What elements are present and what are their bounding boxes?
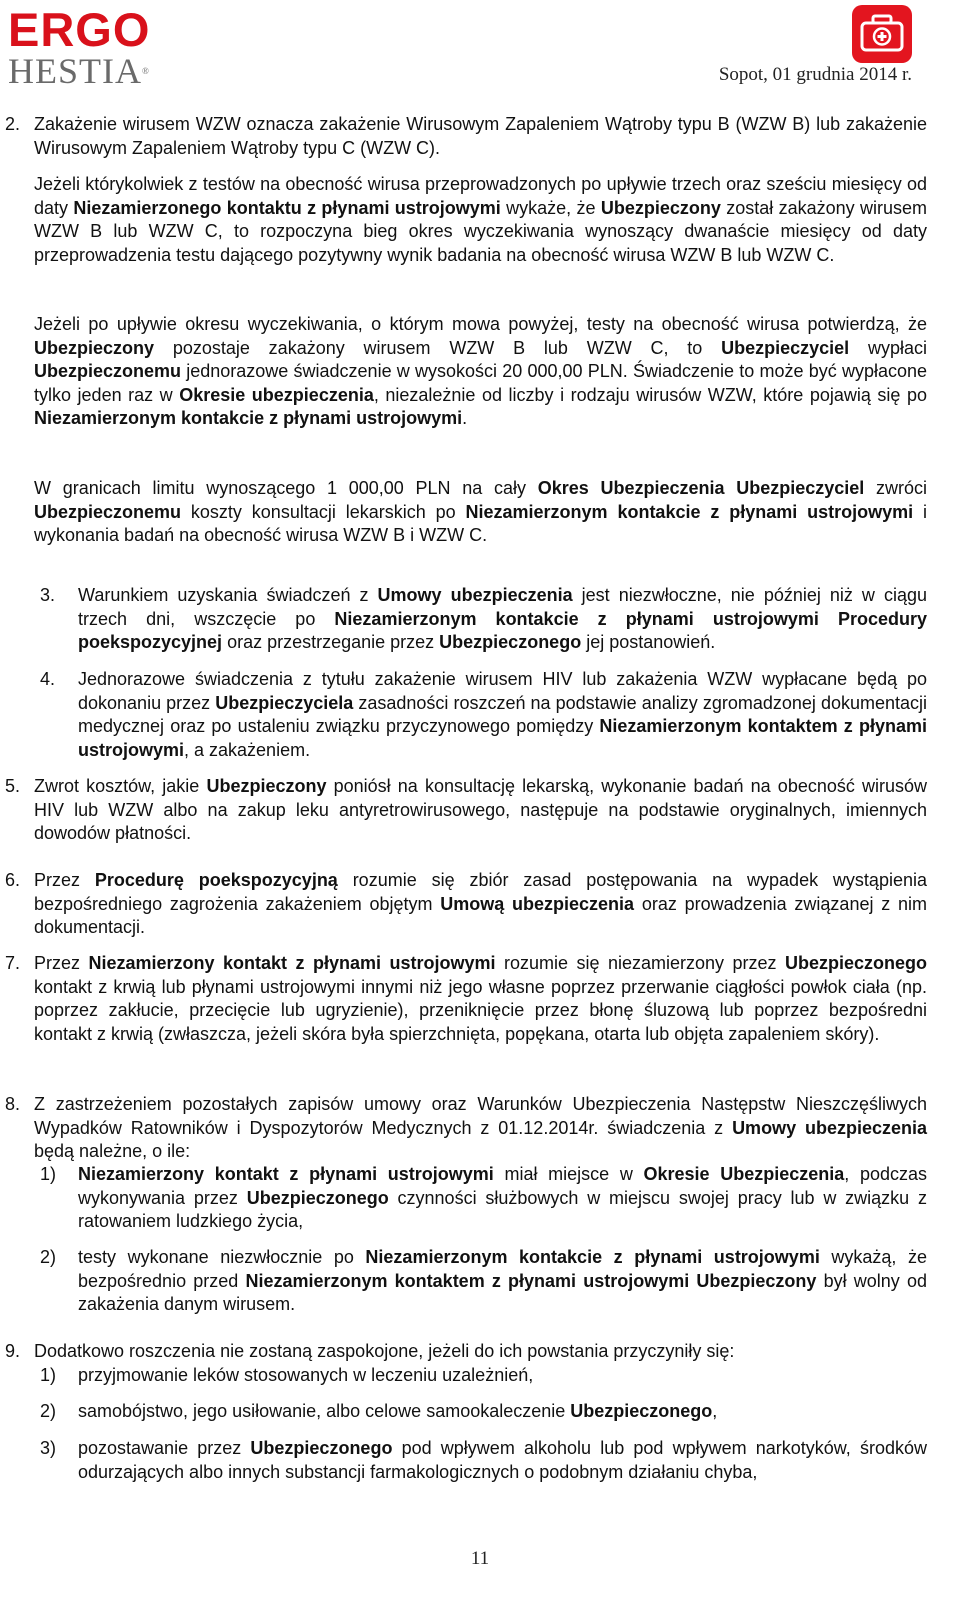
section-number: 2. — [5, 114, 21, 134]
logo-ergo-text: ERGO — [8, 3, 151, 56]
ergo-hestia-logo — [8, 3, 158, 91]
section-7-text: Przez Niezamierzony kontakt z płynami ustrojowymi rozumie się niezamierzony przez Ubezpieczonego kontakt z krwią lub płynami ustrojowymi innymi niż jego własne poprzez przerwanie ciągłości powłok ciała (np. poprzez zakłucie, przecięcie lub ugryzienie), przeniknięcie przez błonę śluzową lub poprzez bezpośredni kontakt z krwią (zwłaszcza, jeżeli skóra była spierzchnięta, popękana, otarta lub objęta zapaleniem skóry). — [34, 953, 927, 1044]
section-number: 8. — [5, 1094, 21, 1114]
section-9-sub-3: pozostawanie przez Ubezpieczonego pod wpływem alkoholu lub pod wpływem narkotyków, środków odurzających albo innych substancji farmakologicznych o podobnym działaniu chyba, — [78, 1438, 927, 1482]
section-number: 7. — [5, 953, 21, 973]
section-2-para-3: Jeżeli po upływie okresu wyczekiwania, o którym mowa powyżej, testy na obecność wirusa potwierdzą, że Ubezpieczony pozostaje zakażony wirusem WZW B lub WZW C, to Ubezpieczyciel wypłaci Ubezpieczonemu jednorazowe świadczenie w wysokości 20 000,00 PLN. Świadczenie to może być wypłacone tylko jeden raz w Okresie ubezpieczenia, niezależnie od liczby i rodzaju wirusów WZW, które pojawią się po Niezamierzonym kontakcie z płynami ustrojowymi. — [34, 314, 927, 428]
sub-item-number: 1) — [40, 1365, 57, 1385]
section-2-para-2: Jeżeli którykolwiek z testów na obecność wirusa przeprowadzonych po upływie trzech oraz sześciu miesięcy od daty Niezamierzonego kontaktu z płynami ustrojowymi wykaże, że Ubezpieczony został zakażony wirusem WZW B lub WZW C, to rozpoczyna bieg okres wyczekiwania wynoszący dwanaście miesięcy od daty przeprowadzenia testu dającego pozytywny wynik badania na obecność wirusa WZW B lub WZW C. — [34, 174, 927, 265]
sub-item-number: 3) — [40, 1438, 57, 1458]
section-9-sub-1: przyjmowanie leków stosowanych w leczeniu uzależnień, — [78, 1365, 534, 1385]
section-3-text: Warunkiem uzyskania świadczeń z Umowy ubezpieczenia jest niezwłoczne, nie później niż w ciągu trzech dni, wszczęcie po Niezamierzonym kontakcie z płynami ustrojowymi Procedury poekspozycyjnej oraz przestrzeganie przez Ubezpieczonego jej postanowień. — [78, 585, 927, 652]
section-8-sub-2: testy wykonane niezwłocznie po Niezamierzonym kontakcie z płynami ustrojowymi wykażą, że bezpośrednio przed Niezamierzonym kontaktem z płynami ustrojowymi Ubezpieczony był wolny od zakażenia danym wirusem. — [78, 1247, 927, 1314]
section-number: 6. — [5, 870, 21, 890]
registered-mark: ® — [142, 66, 150, 76]
sub-item-number: 2) — [40, 1401, 57, 1421]
section-number: 5. — [5, 776, 21, 796]
section-number: 4. — [40, 669, 56, 689]
sub-item-number: 2) — [40, 1247, 57, 1267]
section-6-text: Przez Procedurę poekspozycyjną rozumie się zbiór zasad postępowania na wypadek wystąpienia bezpośredniego zagrożenia zakażeniem objętym Umową ubezpieczenia oraz prowadzenia związanej z nim dokumentacji. — [34, 870, 927, 937]
section-5-text: Zwrot kosztów, jakie Ubezpieczony poniósł na konsultację lekarską, wykonanie badań na obecność wirusów HIV lub WZW albo na zakup leku antyretrowirusowego, następuje na podstawie oryginalnych, imiennych dowodów płatności. — [34, 776, 927, 843]
section-9-text: Dodatkowo roszczenia nie zostaną zaspokojone, jeżeli do ich powstania przyczyniły się: — [34, 1341, 735, 1361]
section-4-text: Jednorazowe świadczenia z tytułu zakażenie wirusem HIV lub zakażenia WZW wypłacane będą po dokonaniu przez Ubezpieczyciela zasadności roszczeń na podstawie analizy zgromadzonej dokumentacji medycznej oraz po ustaleniu związku przyczynowego pomiędzy Niezamierzonym kontaktem z płynami ustrojowymi, a zakażeniem. — [78, 669, 928, 760]
section-2-para-4: W granicach limitu wynoszącego 1 000,00 PLN na cały Okres Ubezpieczenia Ubezpieczyciel zwróci Ubezpieczonemu koszty konsultacji lekarskich po Niezamierzonym kontakcie z płynami ustrojowymi i wykonania badań na obecność wirusa WZW B i WZW C. — [34, 478, 928, 545]
section-number: 9. — [5, 1341, 21, 1361]
sub-item-number: 1) — [40, 1164, 57, 1184]
section-2-para-1: Zakażenie wirusem WZW oznacza zakażenie Wirusowym Zapaleniem Wątroby typu B (WZW B) lub zakażenie Wirusowym Zapaleniem Wątroby typu C (WZW C). — [34, 114, 927, 158]
document-date: Sopot, 01 grudnia 2014 r. — [718, 64, 912, 85]
section-8-text: Z zastrzeżeniem pozostałych zapisów umowy oraz Warunków Ubezpieczenia Następstw Nieszczęśliwych Wypadków Ratowników i Dyspozytorów Medycznych z 01.12.2014r. świadczenia z Umowy ubezpieczenia będą należne, o ile: — [34, 1094, 927, 1161]
first-aid-kit-icon — [852, 5, 912, 63]
logo-hestia-text — [8, 51, 158, 91]
page-number: 11 — [470, 1548, 490, 1569]
section-number: 3. — [40, 585, 56, 605]
section-8-sub-1: Niezamierzony kontakt z płynami ustrojowymi miał miejsce w Okresie Ubezpieczenia, podczas wykonywania przez Ubezpieczonego czynności służbowych w miejscu swojej pracy lub w związku z ratowaniem ludzkiego życia, — [78, 1164, 927, 1231]
logo-hestia-word: HESTIA — [8, 51, 142, 91]
section-9-sub-2: samobójstwo, jego usiłowanie, albo celowe samookaleczenie Ubezpieczonego, — [78, 1401, 718, 1421]
